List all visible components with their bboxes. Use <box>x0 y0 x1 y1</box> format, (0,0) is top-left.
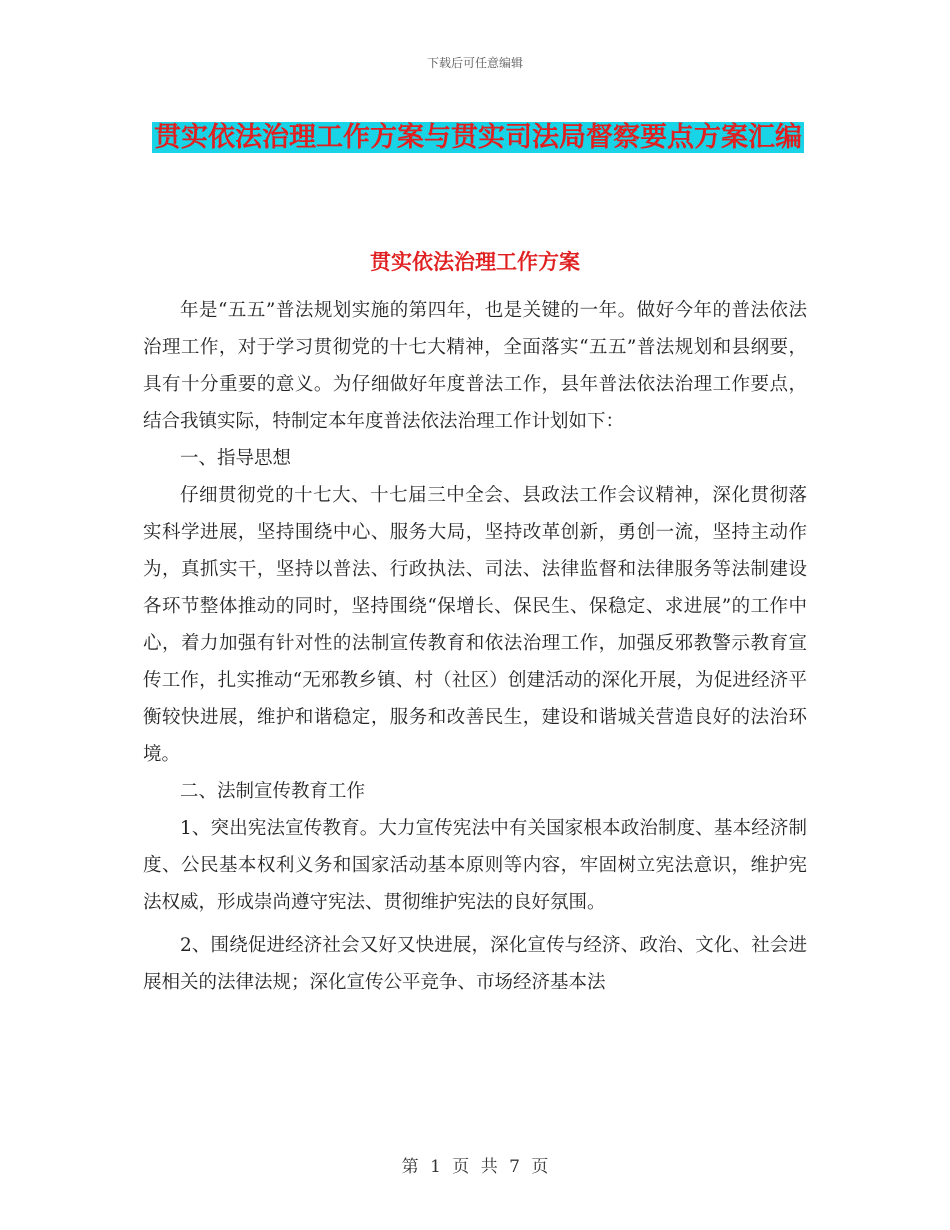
heading-legal-education: 二、法制宣传教育工作 <box>180 781 366 802</box>
page-footer: 第 1 页 共 7 页 <box>401 1157 549 1177</box>
paragraph: 仔细贯彻党的十七大、十七届三中全会、县政法工作会议精神，深化贯彻落实科学进展，坚持围绕中心、服务大局，坚持改革创新，勇创一流，坚持主动作为，真抓实干，坚持以普法、行政执法、司法、法律监督和法律服务等法制建设各环节整体推动的同时，坚持围绕“保增长、保民生、保稳定、求进展”的工作中心，着力加强有针对性的法制宣传教育和依法治理工作，加强反邪教警示教育宣传工作，扎实推动“无邪教乡镇、村（社区）创建活动的深化开展，为促进经济平衡较快进展，维护和谐稳定，服务和改善民生，建设和谐城关营造良好的法治环境。 <box>143 485 807 765</box>
section-title: 贯实依法治理工作方案 <box>370 249 580 274</box>
paragraph: 年是“五五”普法规划实施的第四年，也是关键的一年。做好今年的普法依法治理工作，对于学习贯彻党的十七大精神，全面落实“五五”普法规划和县纲要，具有十分重要的意义。为仔细做好年度普法工作，县年普法依法治理工作要点，结合我镇实际，特制定本年度普法依法治理工作计划如下： <box>143 300 807 432</box>
paragraph: 2、围绕促进经济社会又好又快进展，深化宣传与经济、政治、文化、社会进展相关的法律法规；深化宣传公平竞争、市场经济基本法 <box>143 935 807 993</box>
document-title-text: 贯实依法治理工作方案与贯实司法局督察要点方案汇编 <box>154 122 802 153</box>
document-body <box>143 292 807 1001</box>
heading-guiding-thought: 一、指导思想 <box>180 448 292 469</box>
document-title <box>150 112 806 163</box>
paragraph: 1、突出宪法宣传教育。大力宣传宪法中有关国家根本政治制度、基本经济制度、公民基本权利义务和国家活动基本原则等内容，牢固树立宪法意识，维护宪法权威，形成崇尚遵守宪法、贯彻维护宪法的良好氛围。 <box>143 818 807 913</box>
header-note: 下载后可任意编辑 <box>426 56 523 70</box>
